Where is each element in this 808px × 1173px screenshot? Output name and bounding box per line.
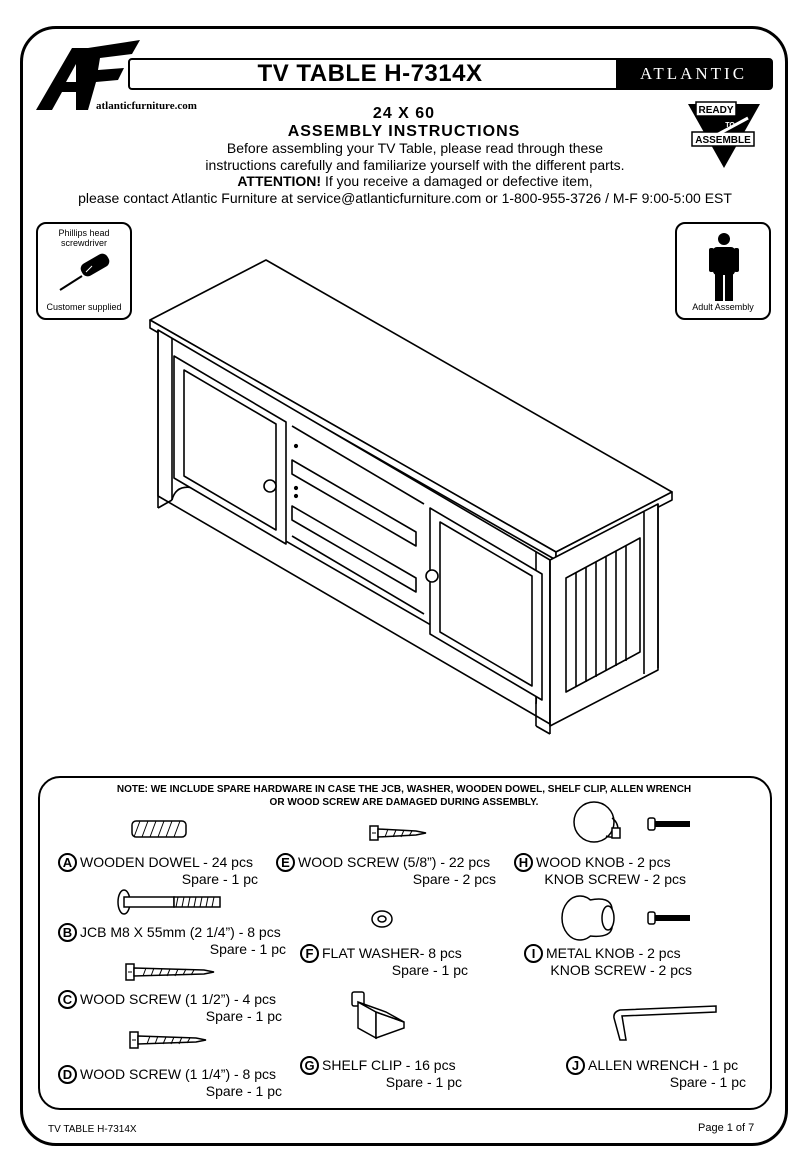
attention-label: ATTENTION! [237,173,322,189]
hardware-note-line-1: NOTE: WE INCLUDE SPARE HARDWARE IN CASE THE JCB, WASHER, WOODEN DOWEL, SHELF CLIP, ALLEN WRENCH [116,784,692,795]
part-spare: Spare - 1 pc [205,1083,282,1099]
part-letter: B [58,923,77,942]
part-letter: C [58,990,77,1009]
attention-text: If you receive a damaged or defective item, [321,173,593,189]
part-h [514,853,686,889]
logo-url: atlanticfurniture.com [96,100,197,112]
assembly-heading: ASSEMBLY INSTRUCTIONS [287,123,521,140]
badge-ready-text: READY [698,105,734,116]
part-g [300,1056,462,1092]
part-letter: G [300,1056,319,1075]
screwdriver-icon [56,248,116,292]
intro-line-1: Before assembling your TV Table, please read through these [226,140,604,156]
shelf-clip-icon [346,988,408,1042]
part-c [58,990,282,1026]
wood-screw-medium-icon [128,1030,208,1050]
tool-label-line-1: Phillips head [58,228,110,238]
page-title: TV TABLE H-7314X [257,60,483,87]
part-e [276,853,496,889]
part-name: JCB M8 X 55mm (2 1/4”) - 8 pcs [80,924,281,940]
part-a [58,853,258,889]
part-b [58,923,286,959]
part-name: FLAT WASHER- 8 pcs [322,945,462,961]
wood-knob-icon [572,800,622,850]
part-spare: KNOB SCREW - 2 pcs [544,871,686,887]
part-name: WOOD SCREW (1 1/2”) - 4 pcs [80,991,277,1007]
part-spare: Spare - 1 pc [209,941,286,957]
intro-line-3 [60,173,770,190]
part-i [524,944,692,980]
knob-screw-icon [646,910,692,926]
badge-assemble-text: ASSEMBLE [695,135,751,146]
product-size: 24 X 60 [372,105,436,122]
tool-box-screwdriver [36,222,132,320]
wood-screw-long-icon [124,962,216,982]
brand-name: ATLANTIC [616,60,771,88]
part-spare: Spare - 1 pc [391,962,468,978]
wood-screw-short-icon [368,824,428,842]
part-j [566,1056,746,1092]
metal-knob-icon [560,892,616,944]
adult-person-icon [707,232,741,302]
part-letter: H [514,853,533,872]
tv-table-illustration [146,256,676,736]
flat-washer-icon [370,908,394,930]
intro-line-4: please contact Atlantic Furniture at service@atlanticfurniture.com or 1-800-955-3726 / M-F 9:00-5:00 EST [78,190,732,206]
part-name: SHELF CLIP - 16 pcs [322,1057,456,1073]
footer-product: TV TABLE H-7314X [48,1124,137,1135]
part-spare: KNOB SCREW - 2 pcs [550,962,692,978]
part-name: WOOD KNOB - 2 pcs [536,854,671,870]
tool-label-line-2: screwdriver [60,238,107,248]
part-f [300,944,468,980]
tool-note: Adult Assembly [692,302,754,312]
badge-to-text: TO [725,122,735,129]
part-letter: E [276,853,295,872]
part-spare: Spare - 1 pc [181,871,258,887]
part-letter: F [300,944,319,963]
tool-note: Customer supplied [46,302,122,312]
allen-wrench-icon [610,1002,720,1042]
part-spare: Spare - 1 pc [385,1074,462,1090]
jcb-bolt-icon [116,888,224,916]
part-d [58,1065,282,1101]
part-name: WOODEN DOWEL - 24 pcs [80,854,253,870]
part-spare: Spare - 1 pc [205,1008,282,1024]
part-name: WOOD SCREW (1 1/4”) - 8 pcs [80,1066,277,1082]
intro-line-2: instructions carefully and familiarize yourself with the different parts. [205,157,625,173]
part-letter: J [566,1056,585,1075]
part-name: ALLEN WRENCH - 1 pc [588,1057,739,1073]
part-letter: A [58,853,77,872]
part-letter: I [524,944,543,963]
part-name: METAL KNOB - 2 pcs [546,945,681,961]
title-bar [128,58,773,90]
part-spare: Spare - 2 pcs [412,871,496,887]
part-letter: D [58,1065,77,1084]
wooden-dowel-icon [130,818,188,840]
page-number: Page 1 of 7 [698,1122,755,1134]
tool-box-adult [675,222,771,320]
knob-screw-icon [646,816,692,832]
tool-label [38,228,130,248]
hardware-note-line-2: OR WOOD SCREW ARE DAMAGED DURING ASSEMBLY. [269,797,539,808]
part-name: WOOD SCREW (5/8”) - 22 pcs [298,854,491,870]
part-spare: Spare - 1 pc [669,1074,746,1090]
